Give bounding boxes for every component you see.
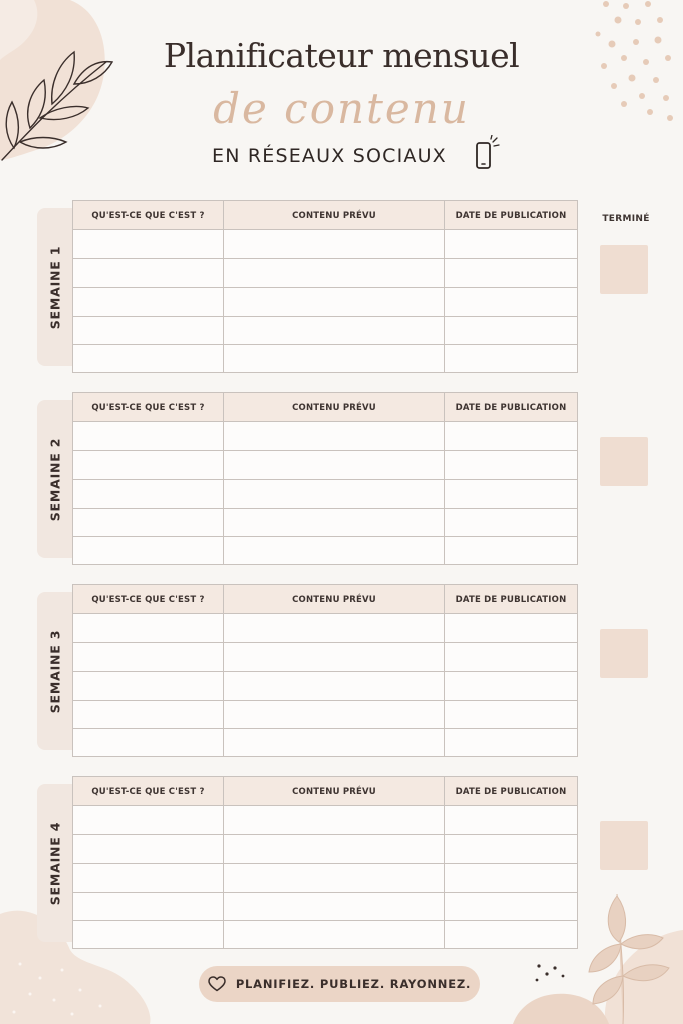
column-header-what: QU'EST-CE QUE C'EST ? (91, 594, 205, 605)
week-table (72, 392, 578, 565)
week-block (0, 200, 683, 375)
column-header-date: DATE DE PUBLICATION (455, 594, 567, 605)
week-block (0, 584, 683, 759)
week-label: SEMAINE 2 (47, 437, 63, 521)
week-label: SEMAINE 1 (47, 245, 63, 329)
table-header (73, 585, 577, 614)
week-block (0, 392, 683, 567)
column-header-content: CONTENU PRÉVU (292, 402, 376, 413)
column-header-what: QU'EST-CE QUE C'EST ? (91, 786, 205, 797)
week-table (72, 200, 578, 373)
page-title-script: de contenu (213, 84, 470, 133)
week-table (72, 584, 578, 757)
footer-tagline-pill (199, 966, 480, 1002)
done-checkbox[interactable] (600, 437, 648, 486)
heart-icon (208, 976, 226, 992)
week-label: SEMAINE 3 (47, 629, 63, 713)
column-header-content: CONTENU PRÉVU (292, 594, 376, 605)
table-header (73, 201, 577, 230)
week-label: SEMAINE 4 (47, 821, 63, 905)
done-checkbox[interactable] (600, 245, 648, 294)
table-header (73, 393, 577, 422)
week-table (72, 776, 578, 949)
column-header-date: DATE DE PUBLICATION (455, 210, 567, 221)
column-header-what: QU'EST-CE QUE C'EST ? (91, 210, 205, 221)
column-header-content: CONTENU PRÉVU (292, 210, 376, 221)
done-column-header: TERMINÉ (602, 214, 650, 224)
column-header-what: QU'EST-CE QUE C'EST ? (91, 402, 205, 413)
page-subtitle: EN RÉSEAUX SOCIAUX (212, 145, 447, 167)
done-checkbox[interactable] (600, 821, 648, 870)
column-header-date: DATE DE PUBLICATION (455, 402, 567, 413)
done-checkbox[interactable] (600, 629, 648, 678)
phone-icon (474, 135, 500, 173)
footer-tagline: PLANIFIEZ. PUBLIEZ. RAYONNEZ. (235, 977, 472, 991)
week-block (0, 776, 683, 951)
table-header (73, 777, 577, 806)
page-title: Planificateur mensuel (163, 36, 520, 75)
column-header-content: CONTENU PRÉVU (292, 786, 376, 797)
column-header-date: DATE DE PUBLICATION (455, 786, 567, 797)
